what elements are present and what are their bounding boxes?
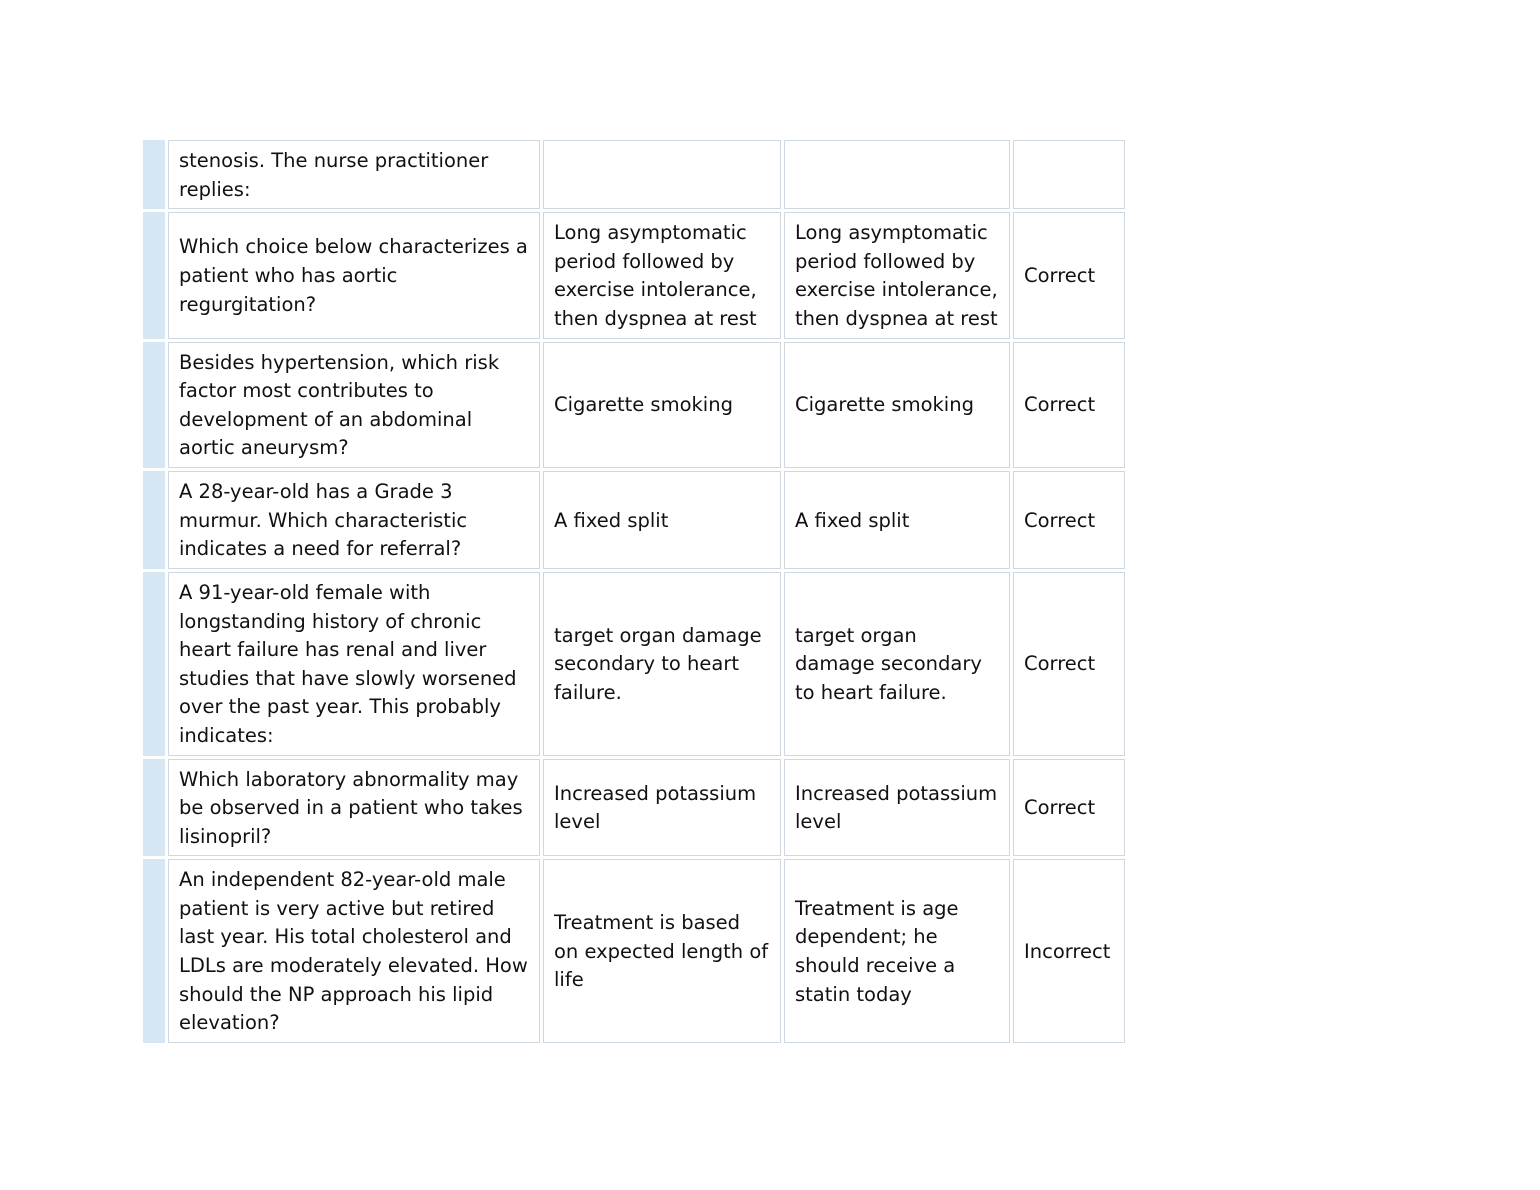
row-stripe [143,342,165,468]
correct-answer-cell: Long asymptomatic period followed by exercise intolerance, then dyspnea at rest [784,212,1010,338]
question-cell: A 28-year-old has a Grade 3 murmur. Which characteristic indicates a need for referral? [168,471,540,569]
correct-answer-cell: Treatment is age dependent; he should receive a statin today [784,859,1010,1043]
answer-cell: Treatment is based on expected length of life [543,859,781,1043]
result-cell: Correct [1013,759,1125,857]
row-stripe [143,212,165,338]
result-cell: Correct [1013,342,1125,468]
row-stripe [143,471,165,569]
correct-answer-cell: A fixed split [784,471,1010,569]
result-cell: Correct [1013,471,1125,569]
correct-answer-cell [784,140,1010,209]
table-row [143,212,1125,338]
table-row [143,140,1125,209]
quiz-results-table [140,137,1128,1046]
result-cell: Correct [1013,212,1125,338]
table-row [143,342,1125,468]
answer-cell: Increased potassium level [543,759,781,857]
table-row [143,572,1125,756]
result-cell: Correct [1013,572,1125,756]
question-cell: An independent 82-year-old male patient is very active but retired last year. His total cholesterol and LDLs are moderately elevated. How should the NP approach his lipid elevation? [168,859,540,1043]
result-cell: Incorrect [1013,859,1125,1043]
row-stripe [143,140,165,209]
correct-answer-cell: target organ damage secondary to heart failure. [784,572,1010,756]
row-stripe [143,859,165,1043]
question-cell: Which choice below characterizes a patient who has aortic regurgitation? [168,212,540,338]
correct-answer-cell: Cigarette smoking [784,342,1010,468]
table-row [143,759,1125,857]
question-cell: Besides hypertension, which risk factor most contributes to development of an abdominal aortic aneurysm? [168,342,540,468]
correct-answer-cell: Increased potassium level [784,759,1010,857]
result-cell [1013,140,1125,209]
answer-cell: Long asymptomatic period followed by exercise intolerance, then dyspnea at rest [543,212,781,338]
row-stripe [143,572,165,756]
answer-cell: Cigarette smoking [543,342,781,468]
answer-cell: A fixed split [543,471,781,569]
question-cell: stenosis. The nurse practitioner replies: [168,140,540,209]
question-cell: A 91-year-old female with longstanding history of chronic heart failure has renal and liver studies that have slowly worsened over the past year. This probably indicates: [168,572,540,756]
row-stripe [143,759,165,857]
question-cell: Which laboratory abnormality may be observed in a patient who takes lisinopril? [168,759,540,857]
answer-cell: target organ damage secondary to heart failure. [543,572,781,756]
table-row [143,471,1125,569]
answer-cell [543,140,781,209]
table-row [143,859,1125,1043]
